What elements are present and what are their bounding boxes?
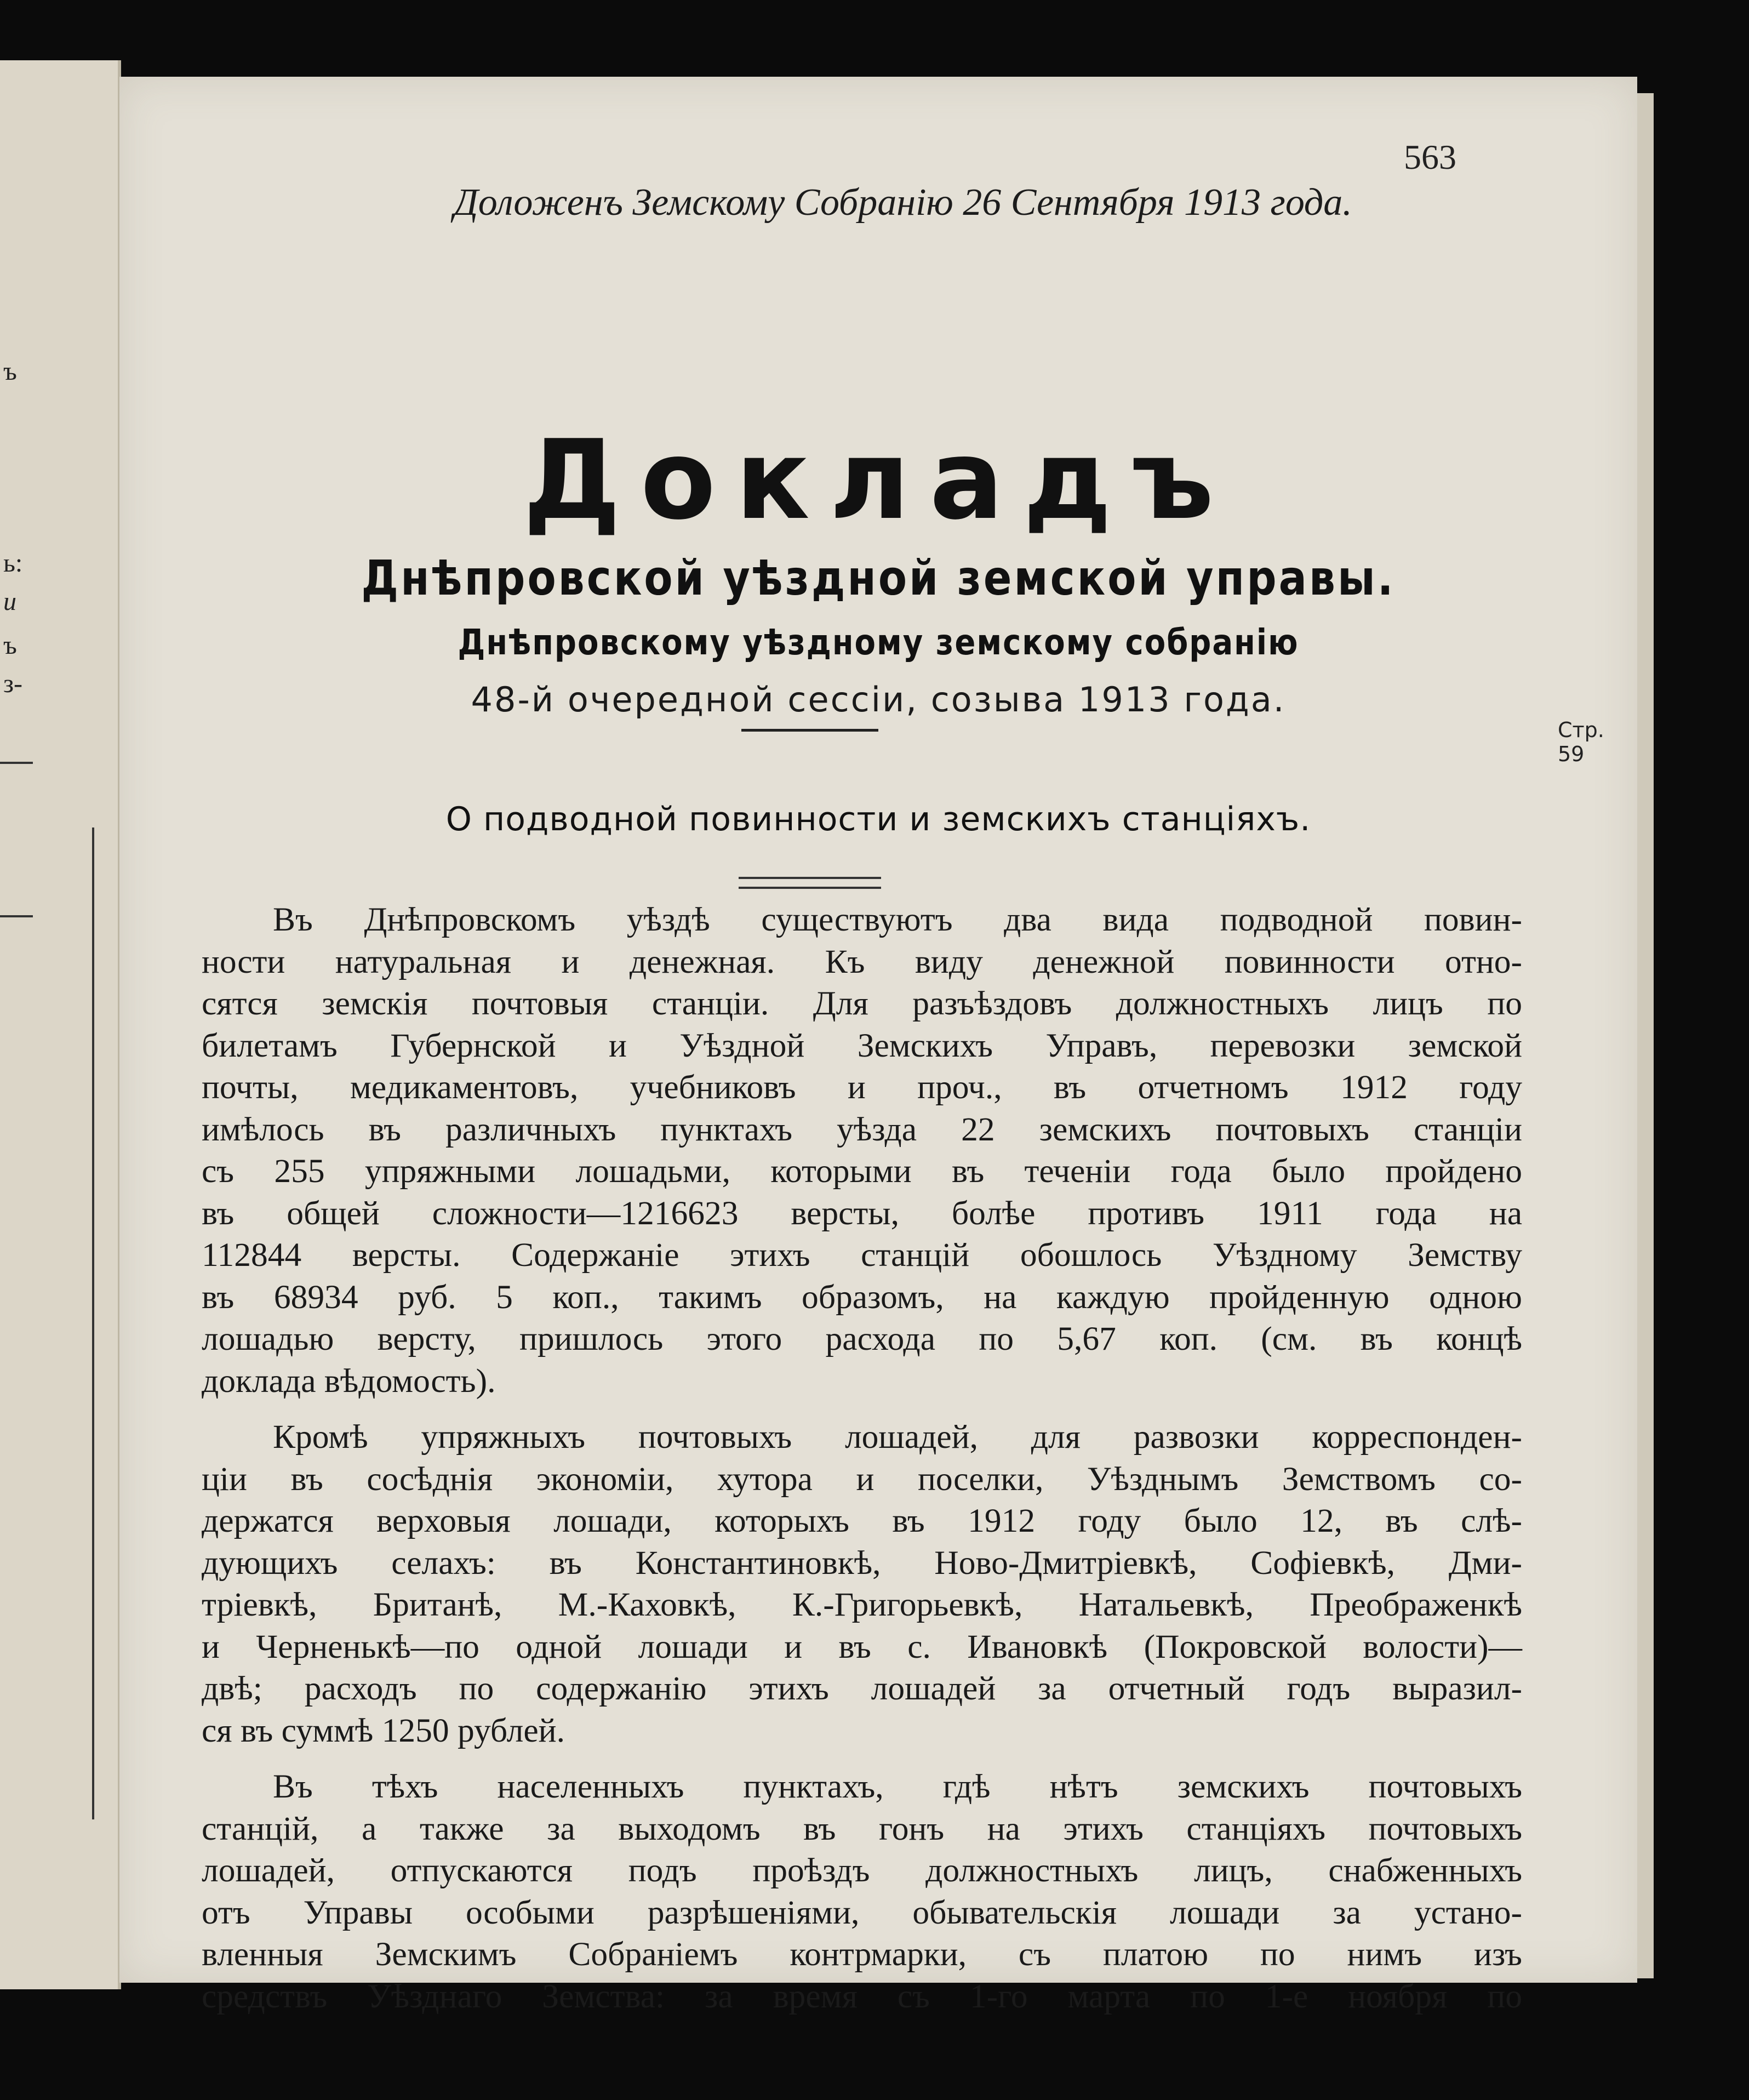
text-line: лошадей, отпускаются подъ проѣздъ должностныхъ лицъ, снабженныхъ [202,1852,1522,1889]
left-page-vertical-rule [92,828,94,1819]
text-line: лошадью версту, пришлось этого расхода по 5,67 коп. (см. въ концѣ [202,1320,1522,1357]
text-line: держатся верховыя лошади, которыхъ въ 1912 году было 12, въ слѣ- [202,1502,1522,1539]
text-line: ціи въ сосѣднія экономіи, хутора и поселки, Уѣзднымъ Земствомъ со- [202,1460,1522,1498]
session-line: 48-й очередной сессіи, созыва 1913 года. [471,680,1286,720]
text-line: Въ тѣхъ населенныхъ пунктахъ, гдѣ нѣтъ земскихъ почтовыхъ [273,1768,1522,1805]
text-line: отъ Управы особыми разрѣшеніями, обывательскія лошади за устано- [202,1893,1522,1931]
left-page-rule [0,762,33,764]
text-line: съ 255 упряжными лошадьми, которыми въ теченіи года было пройдено [202,1152,1522,1190]
document-title: Докладъ [523,416,1234,544]
left-page-fragment [0,60,121,1989]
text-line: тріевкѣ, Британѣ, М.-Каховкѣ, К.-Григорьевкѣ, Натальевкѣ, Преображенкѣ [202,1586,1522,1623]
body-text [202,899,1522,2017]
margin-page-reference: Стр. 59 [1558,718,1604,766]
page-number: 563 [1404,138,1456,176]
text-line: доклада вѣдомость). [202,1362,496,1400]
left-page-text: з- [3,669,22,698]
section-heading: О подводной повинности и земскихъ станціяхъ. [445,800,1311,838]
page-edge [1637,93,1654,1978]
document-page [119,77,1637,2015]
document-addressee: Днѣпровскому уѣздному земскому собранію [458,622,1299,663]
text-line: средствъ Уѣзднаго Земства: за время съ 1-го марта по 1-е ноября по [202,1977,1522,2015]
paragraph [202,899,1522,1402]
paragraph [202,1766,1522,2017]
paragraph [202,1416,1522,1751]
left-page-text: ъ [3,631,17,660]
text-line: въ 68934 руб. 5 коп., такимъ образомъ, на каждую пройденную одною [202,1278,1522,1316]
document-subtitle: Днѣпровской уѣздной земской управы. [361,550,1396,606]
text-line: дующихъ селахъ: въ Константиновкѣ, Ново-Дмитріевкѣ, Софіевкѣ, Дми- [202,1544,1522,1582]
text-line: ности натуральная и денежная. Къ виду денежной повинности отно- [202,943,1522,980]
left-page-text: ъ [3,357,17,386]
left-page-rule [0,915,33,917]
text-line: въ общей сложности—1216623 версты, болѣе противъ 1911 года на [202,1194,1522,1232]
left-page-text: ь: [3,549,23,578]
text-line: сятся земскія почтовыя станціи. Для разъѣздовъ должностныхъ лицъ по [202,985,1522,1022]
text-line: билетамъ Губернской и Уѣздной Земскихъ Управъ, перевозки земской [202,1026,1522,1064]
text-line: и Черненькѣ—по одной лошади и въ с. Ивановкѣ (Покровской волости)— [202,1628,1522,1665]
text-line: имѣлось въ различныхъ пунктахъ уѣзда 22 земскихъ почтовыхъ станціи [202,1110,1522,1148]
left-page-text: и [3,587,16,616]
text-line: почты, медикаментовъ, учебниковъ и проч., въ отчетномъ 1912 году [202,1069,1522,1106]
section-double-rule [739,877,881,889]
text-line: 112844 версты. Содержаніе этихъ станцій обошлось Уѣздному Земству [202,1236,1522,1274]
title-divider [741,729,878,732]
text-line: двѣ; расходъ по содержанію этихъ лошадей за отчетный годъ выразил- [202,1670,1522,1707]
text-line: ся въ суммѣ 1250 рублей. [202,1711,565,1749]
text-line: Кромѣ упряжныхъ почтовыхъ лошадей, для развозки корреспонден- [273,1418,1522,1456]
text-line: станцій, а также за выходомъ въ гонъ на этихъ станціяхъ почтовыхъ [202,1810,1522,1847]
text-line: Въ Днѣпровскомъ уѣздѣ существуютъ два вида подводной повин- [273,901,1522,938]
presented-note: Доложенъ Земскому Собранію 26 Сентября 1913 года. [454,181,1352,224]
text-line: вленныя Земскимъ Собраніемъ контрмарки, съ платою по нимъ изъ [202,1936,1522,1973]
